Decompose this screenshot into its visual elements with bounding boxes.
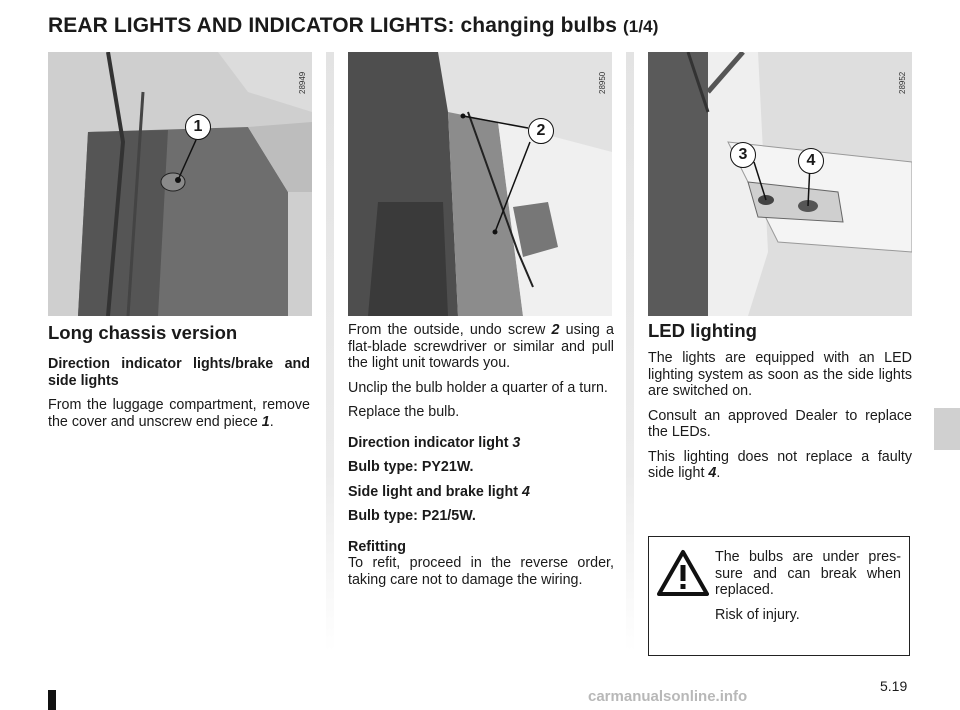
- photo-long-chassis: [48, 52, 312, 316]
- callout-4: 4: [798, 148, 824, 174]
- warning-box: [648, 536, 910, 656]
- bulb-type-side: Bulb type: P21/5W.: [348, 508, 476, 524]
- title-main: REAR LIGHTS AND INDICATOR LIGHTS: changing bulbs: [48, 14, 618, 37]
- chapter-tab: [934, 408, 960, 450]
- page-number: 5.19: [880, 678, 908, 694]
- title-suffix: (1/4): [623, 17, 659, 36]
- warning-paragraph: The bulbs are under pres-sure and can break when replaced.: [715, 549, 901, 598]
- callout-1: 1: [185, 114, 211, 140]
- photo-light-unit: [648, 52, 912, 316]
- warning-paragraph: Risk of injury.: [715, 606, 800, 623]
- column-long-chassis: [48, 322, 310, 438]
- photo-3-illustration: [648, 52, 912, 316]
- reference-number: 3: [512, 434, 521, 451]
- figure-number: 28949: [298, 71, 307, 94]
- figure-number: 28950: [598, 71, 607, 94]
- paragraph: Replace the bulb.: [348, 404, 460, 420]
- column-led-lighting: [648, 320, 912, 490]
- figure-number: 28952: [898, 71, 907, 94]
- column-procedure: [348, 322, 614, 596]
- page-title: [48, 14, 658, 38]
- paragraph: This lighting does not replace a faulty side light 4.: [648, 448, 912, 481]
- paragraph: The lights are equipped with an LED lighting system as soon as the side lights are switched on.: [648, 350, 912, 399]
- reference-number: 1: [261, 413, 270, 430]
- refitting-text: To refit, proceed in the reverse order, taking care not to damage the wiring.: [348, 555, 614, 588]
- callout-2: 2: [528, 118, 554, 144]
- side-brake-label: Side light and brake light 4: [348, 483, 530, 500]
- reference-number: 4: [708, 465, 717, 481]
- watermark: carmanualsonline.info: [588, 688, 748, 705]
- paragraph: From the luggage compartment, remove the cover and unscrew end piece 1.: [48, 397, 310, 430]
- photo-1-illustration: [48, 52, 312, 316]
- reference-number: 2: [551, 322, 560, 338]
- column-divider: [626, 52, 634, 652]
- direction-indicator-label: Direction indicator light 3: [348, 434, 521, 451]
- subheading: Direction indicator lights/brake and side lights: [48, 356, 310, 389]
- photo-tailgate-screw: [348, 52, 612, 316]
- section-heading: Long chassis version: [48, 322, 238, 343]
- warning-triangle-icon: [657, 549, 709, 597]
- paragraph: From the outside, undo screw 2 using a flat-blade screwdriver or similar and pull the light unit towards you.: [348, 322, 615, 371]
- callout-3: 3: [730, 142, 756, 168]
- paragraph: Unclip the bulb holder a quarter of a turn.: [348, 379, 608, 396]
- corner-mark: [48, 690, 56, 710]
- bulb-type-direction: Bulb type: PY21W.: [348, 459, 474, 475]
- paragraph: Consult an approved Dealer to replace the LEDs.: [648, 407, 912, 440]
- photo-2-illustration: [348, 52, 612, 316]
- column-divider: [326, 52, 334, 652]
- refitting-heading: Refitting: [348, 538, 406, 555]
- reference-number: 4: [521, 483, 530, 500]
- section-heading: LED lighting: [648, 320, 757, 341]
- warning-text: [715, 549, 901, 631]
